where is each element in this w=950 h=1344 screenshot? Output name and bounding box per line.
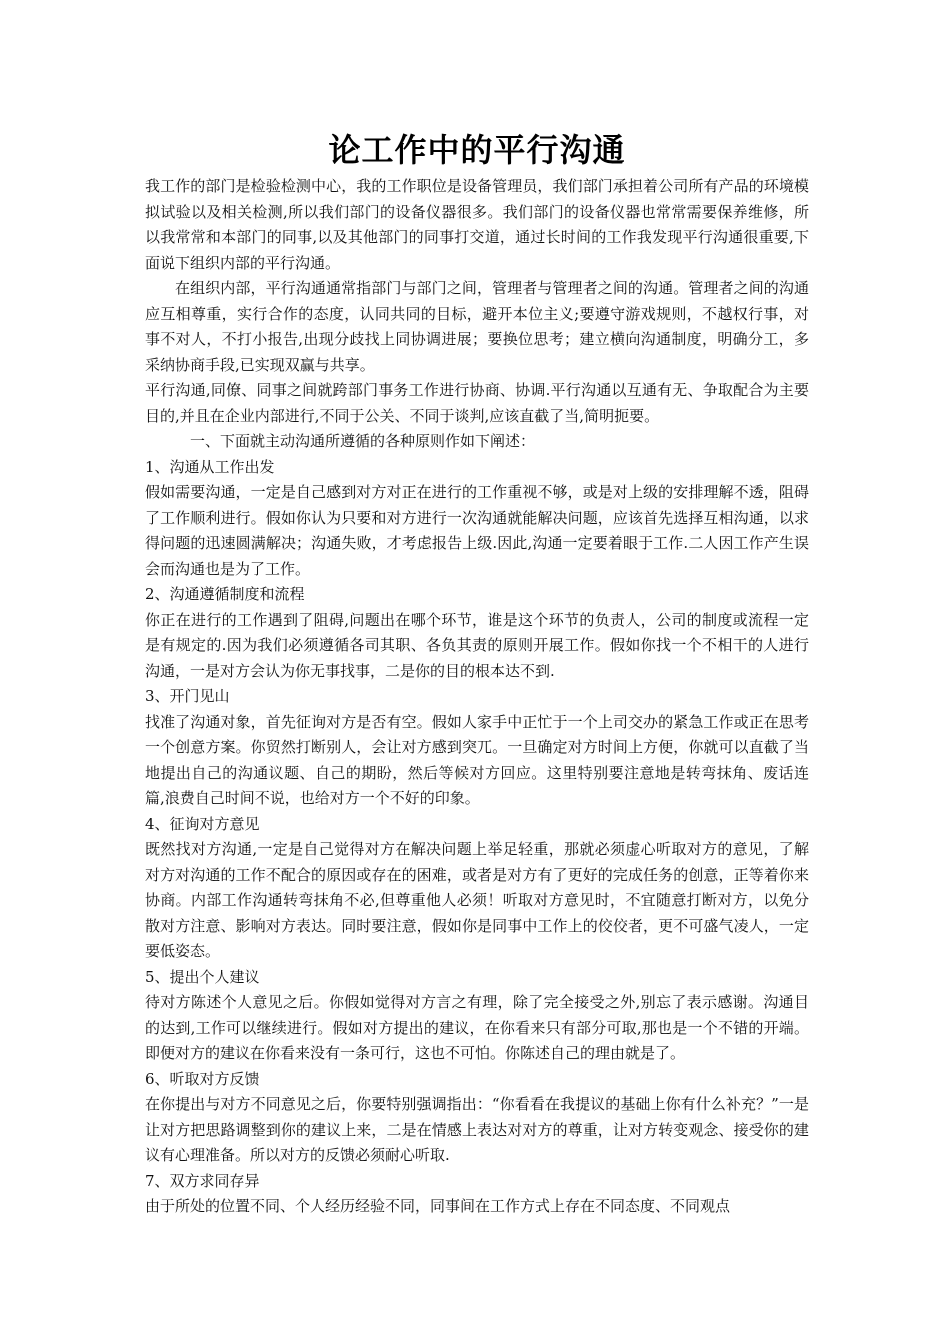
section-body: 既然找对方沟通,一定是自己觉得对方在解决问题上举足轻重，那就必须虚心听取对方的意见，了解对方对沟通的工作不配合的原因或存在的困难，或者是对方有了更好的完成任务的创意，正等着你来协商。内部工作沟通转弯抹角不必,但尊重他人必须！听取对方意见时，不宜随意打断对方，以免分散对方注意、影响对方表达。同时要注意，假如你是同事中工作上的佼佼者，更不可盛气凌人，一定要低姿态。: [145, 840, 809, 960]
section-heading: 5、提出个人建议: [145, 967, 260, 986]
principles-intro: 一、下面就主动沟通所遵循的各种原则作如下阐述：: [190, 432, 536, 450]
section-body: 在你提出与对方不同意见之后，你要特别强调指出：“你看看在我提议的基础上你有什么补充？”一是让对方把思路调整到你的建议上来，二是在情感上表达对对方的尊重，让对方转变观念、接受你的建议有心理准备。所以对方的反馈必须耐心听取.: [145, 1095, 809, 1164]
section-body: 待对方陈述个人意见之后。你假如觉得对方言之有理，除了完全接受之外,别忘了表示感谢。沟通目的达到,工作可以继续进行。假如对方提出的建议，在你看来只有部分可取,那也是一个不错的开端。即便对方的建议在你看来没有一条可行，这也不可怕。你陈述自己的理由就是了。: [145, 993, 809, 1062]
section-heading: 1、沟通从工作出发: [145, 457, 275, 476]
organization-paragraph: 在组织内部，平行沟通通常指部门与部门之间，管理者与管理者之间的沟通。管理者之间的沟通应互相尊重，实行合作的态度，认同共同的目标，避开本位主义;要遵守游戏规则，不越权行事，对事不对人，不打小报告,出现分歧找上同协调进展；要换位思考；建立横向沟通制度，明确分工，多采纳协商手段,已实现双赢与共享。: [145, 279, 809, 374]
section-heading: 7、双方求同存异: [145, 1171, 260, 1190]
document-title: 论工作中的平行沟通: [328, 131, 626, 169]
section-body: 你正在进行的工作遇到了阻碍,问题出在哪个环节，谁是这个环节的负责人，公司的制度或流程一定是有规定的.因为我们必须遵循各司其职、各负其责的原则开展工作。假如你找一个不相干的人进行沟通，一是对方会认为你无事找事，二是你的目的根本达不到.: [145, 610, 809, 680]
section-body: 假如需要沟通，一定是自己感到对方对正在进行的工作重视不够，或是对上级的安排理解不透，阻碍了工作顺利进行。假如你认为只要和对方进行一次沟通就能解决问题，应该首先选择互相沟通，以求得问题的迅速圆满解决；沟通失败，才考虑报告上级.因此,沟通一定要着眼于工作.二人因工作产生误会而沟通也是为了工作。: [145, 483, 809, 578]
section-heading: 3、开门见山: [145, 687, 230, 705]
section-body: 由于所处的位置不同、个人经历经验不同，同事间在工作方式上存在不同态度、不同观点: [145, 1197, 731, 1215]
section-heading: 4、征询对方意见: [145, 814, 260, 833]
intro-paragraph: 我工作的部门是检验检测中心，我的工作职位是设备管理员，我们部门承担着公司所有产品的环境模拟试验以及相关检测,所以我们部门的设备仪器很多。我们部门的设备仪器也常常需要保养维修，所以我常常和本部门的同事,以及其他部门的同事打交道，通过长时间的工作我发现平行沟通很重要,下面说下组织内部的平行沟通。: [145, 177, 809, 272]
document-body: [145, 128, 809, 1220]
section-body: 找准了沟通对象，首先征询对方是否有空。假如人家手中正忙于一个上司交办的紧急工作或正在思考一个创意方案。你贸然打断别人，会让对方感到突兀。一旦确定对方时间上方便，你就可以直截了当地提出自己的沟通议题、自己的期盼，然后等候对方回应。这里特别要注意地是转弯抹角、废话连篇,浪费自己时间不说，也给对方一个不好的印象。: [145, 712, 809, 807]
section-heading: 6、听取对方反馈: [145, 1069, 260, 1088]
section-heading: 2、沟通遵循制度和流程: [145, 585, 305, 603]
definition-paragraph: 平行沟通,同僚、同事之间就跨部门事务工作进行协商、协调.平行沟通以互通有无、争取配合为主要目的,并且在企业内部进行,不同于公关、不同于谈判,应该直截了当,简明扼要。: [145, 381, 809, 425]
